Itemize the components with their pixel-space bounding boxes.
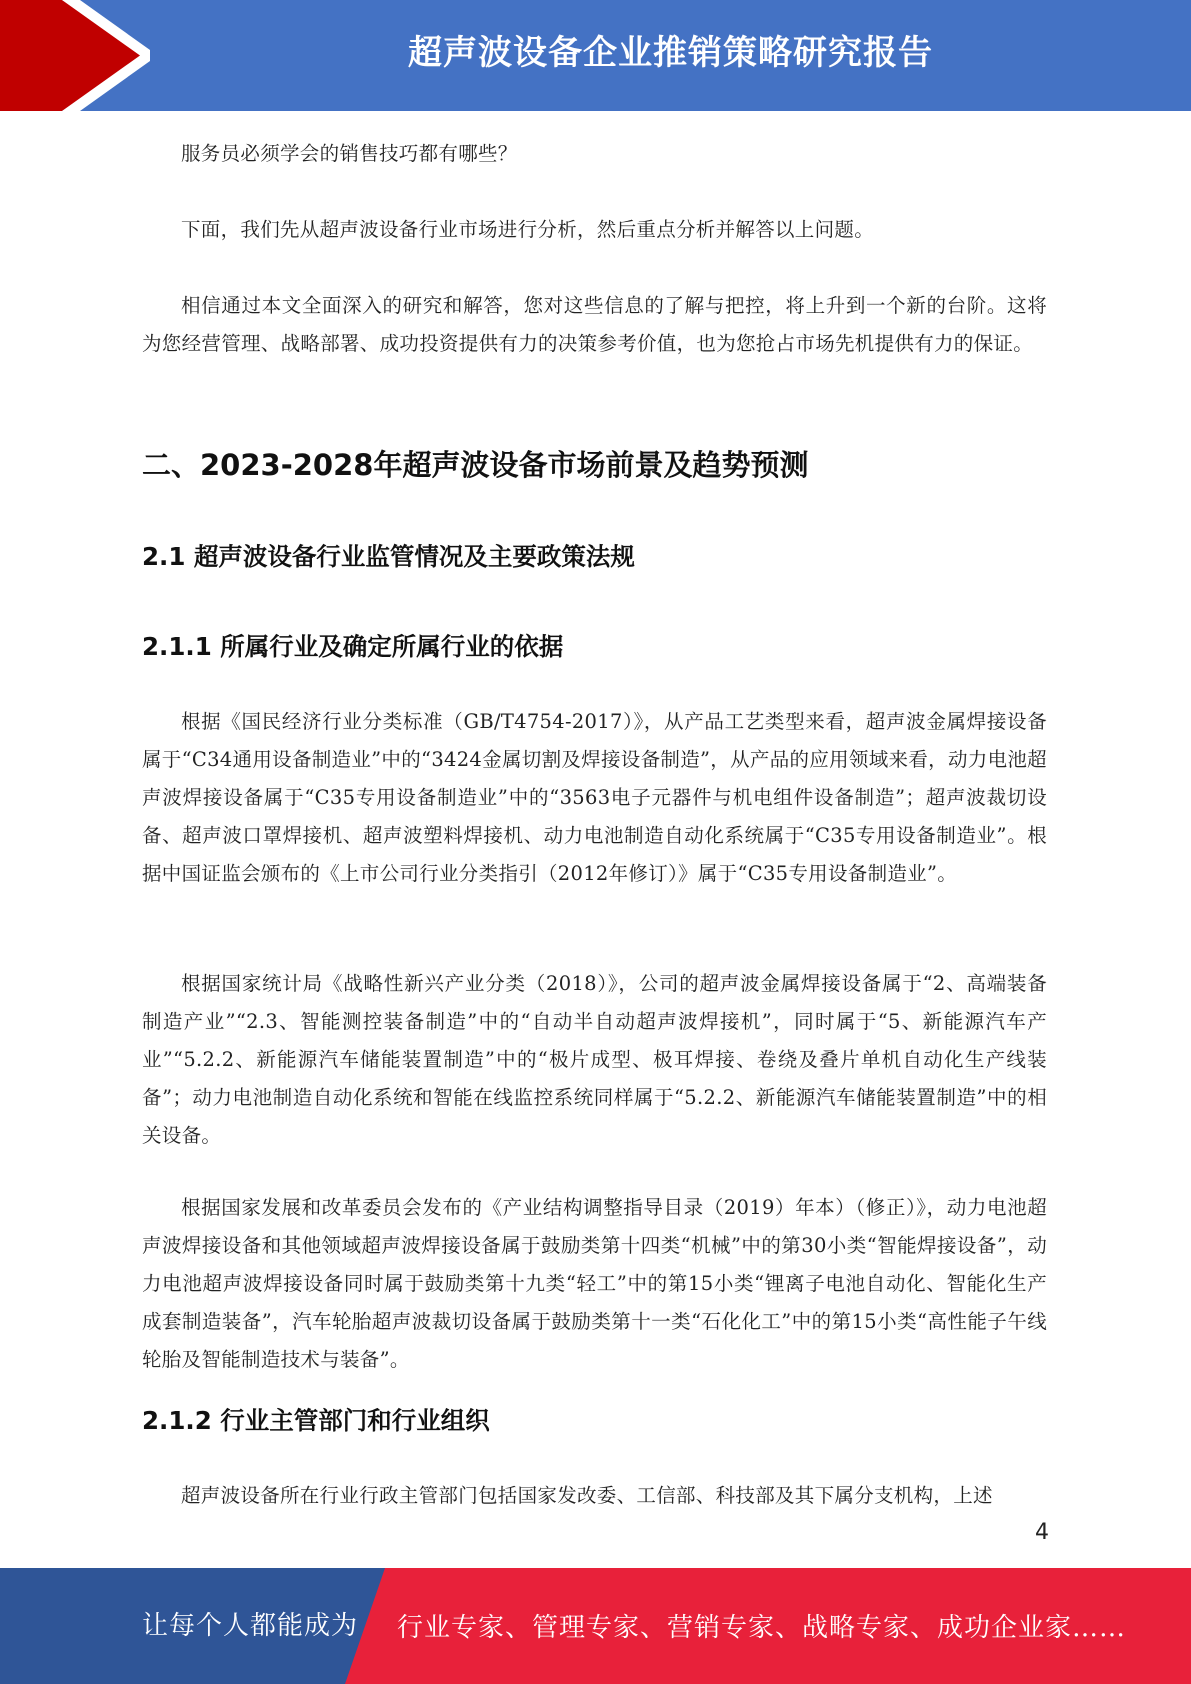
paragraph: 相信通过本文全面深入的研究和解答，您对这些信息的了解与把控，将上升到一个新的台阶。这将为您经营管理、战略部署、成功投资提供有力的决策参考价值，也为您抢占市场先机提供有力的保证。	[142, 294, 1047, 355]
paragraph: 下面，我们先从超声波设备行业市场进行分析，然后重点分析并解答以上问题。	[181, 218, 875, 241]
paragraph: 根据《国民经济行业分类标准（GB/T4754-2017）》，从产品工艺类型来看，超声波金属焊接设备属于“C34通用设备制造业”中的“3424金属切割及焊接设备制造”，从产品的应用领域来看，动力电池超声波焊接设备属于“C35专用设备制造业”中的“3563电子元器件与机电组件设备制造”；超声波裁切设备、超声波口罩焊接机、超声波塑料焊接机、动力电池制造自动化系统属于“C35专用设备制造业”。根据中国证监会颁布的《上市公司行业分类指引（2012年修订）》属于“C35专用设备制造业”。	[142, 710, 1047, 885]
header-title: 超声波设备企业推销策略研究报告	[408, 33, 933, 73]
page-header	[0, 0, 1191, 111]
paragraph: 根据国家统计局《战略性新兴产业分类（2018）》，公司的超声波金属焊接设备属于“2、高端装备制造产业”“2.3、智能测控装备制造”中的“自动半自动超声波焊接机”，同时属于“5、新能源汽车产业”“5.2.2、新能源汽车储能装置制造”中的“极片成型、极耳焊接、卷绕及叠片单机自动化生产线装备”；动力电池制造自动化系统和智能在线监控系统同样属于“5.2.2、新能源汽车储能装置制造”中的相关设备。	[142, 972, 1047, 1147]
paragraph: 服务员必须学会的销售技巧都有哪些？	[181, 142, 518, 165]
subsection-heading: 2.1.2 行业主管部门和行业组织	[142, 1406, 490, 1435]
footer-slogan-left: 让每个人都能成为	[142, 1611, 359, 1641]
subsection-heading: 2.1 超声波设备行业监管情况及主要政策法规	[142, 542, 635, 571]
subsection-heading: 2.1.1 所属行业及确定所属行业的依据	[142, 632, 564, 661]
page-number: 4	[1035, 1520, 1049, 1545]
footer-slogan-right: 行业专家、管理专家、营销专家、战略专家、成功企业家……	[397, 1613, 1127, 1643]
section-heading: 二、2023-2028年超声波设备市场前景及趋势预测	[142, 448, 809, 482]
page-footer	[0, 1568, 1191, 1684]
header-chevron-icon	[0, 0, 150, 111]
paragraph: 超声波设备所在行业行政主管部门包括国家发改委、工信部、科技部及其下属分支机构，上述	[181, 1484, 993, 1507]
paragraph: 根据国家发展和改革委员会发布的《产业结构调整指导目录（2019）年本）（修正）》，动力电池超声波焊接设备和其他领域超声波焊接设备属于鼓励类第十四类“机械”中的第30小类“智能焊接设备”，动力电池超声波焊接设备同时属于鼓励类第十九类“轻工”中的第15小类“锂离子电池自动化、智能化生产成套制造装备”，汽车轮胎超声波裁切设备属于鼓励类第十一类“石化化工”中的第15小类“高性能子午线轮胎及智能制造技术与装备”。	[142, 1196, 1047, 1371]
